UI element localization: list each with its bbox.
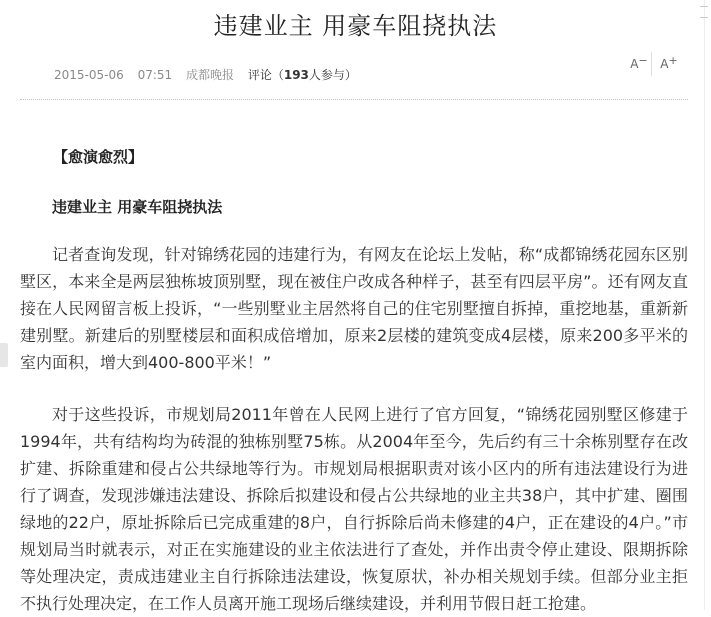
news-source[interactable]: 成都晚报	[186, 68, 235, 82]
publish-date: 2015-05-06	[54, 68, 124, 82]
comment-link[interactable]	[248, 68, 357, 82]
article-meta	[54, 66, 367, 83]
comment-suffix: 人参与）	[308, 68, 357, 82]
font-controls-divider	[651, 52, 652, 76]
font-increase-label: A	[660, 57, 669, 71]
comment-count: 193	[283, 68, 309, 82]
scroll-mark	[700, 6, 708, 18]
font-increase-button[interactable]	[656, 54, 682, 74]
publish-time: 07:51	[137, 68, 173, 82]
page-border	[704, 0, 705, 610]
article-paragraph: 对于这些投诉，市规划局2011年曾在人民网上进行了官方回复，“锦绣花园别墅区修建于1994年，共有结构均为砖混的独栋别墅75栋。从2004年至今，先后约有三十余栋别墅存在改扩建、拆除重建和侵占公共绿地等行为。市规划局根据职责对该小区内的所有违法建设行为进行了调查，发现涉嫌违法建设、拆除后拟建设和侵占公共绿地的业主共38户，其中扩建、圈围绿地的22户，原址拆除后已完成重建的8户，自行拆除后尚未修建的4户，正在建设的4户。”市规划局当时就表示，对正在实施建设的业主依法进行了查处，并作出责令停止建设、限期拆除等处理决定，责成违建业主自行拆除违法建设，恢复原状，补办相关规划手续。但部分业主拒不执行处理决定，在工作人员离开施工现场后继续建设，并利用节假日赶工抢建。	[20, 405, 688, 613]
font-decrease-button[interactable]	[626, 54, 652, 74]
page-title: 违建业主 用豪车阻挠执法	[213, 12, 498, 40]
plus-icon: +	[668, 54, 678, 67]
header-divider	[20, 99, 688, 100]
section-tag: 【愈演愈烈】	[53, 148, 144, 166]
minus-icon: −	[638, 54, 648, 67]
article-subheading: 违建业主 用豪车阻挠执法	[52, 198, 223, 216]
article-paragraph: 记者查询发现，针对锦绣花园的违建行为，有网友在论坛上发帖，称“成都锦绣花园东区别墅区，本来全是两层独栋坡顶别墅，现在被住户改成各种样子，甚至有四层平房”。还有网友直接在人民网留言板上投诉，“一些别墅业主居然将自己的住宅别墅擅自拆掉，重挖地基，重新新建别墅。新建后的别墅楼层和面积成倍增加，原来2层楼的建筑变成4层楼，原来200多平米的室内面积，增大到400-800平米！”	[20, 245, 688, 372]
font-decrease-label: A	[630, 57, 639, 71]
comment-label: 评论（	[247, 68, 284, 82]
side-share-tab[interactable]	[0, 343, 8, 367]
